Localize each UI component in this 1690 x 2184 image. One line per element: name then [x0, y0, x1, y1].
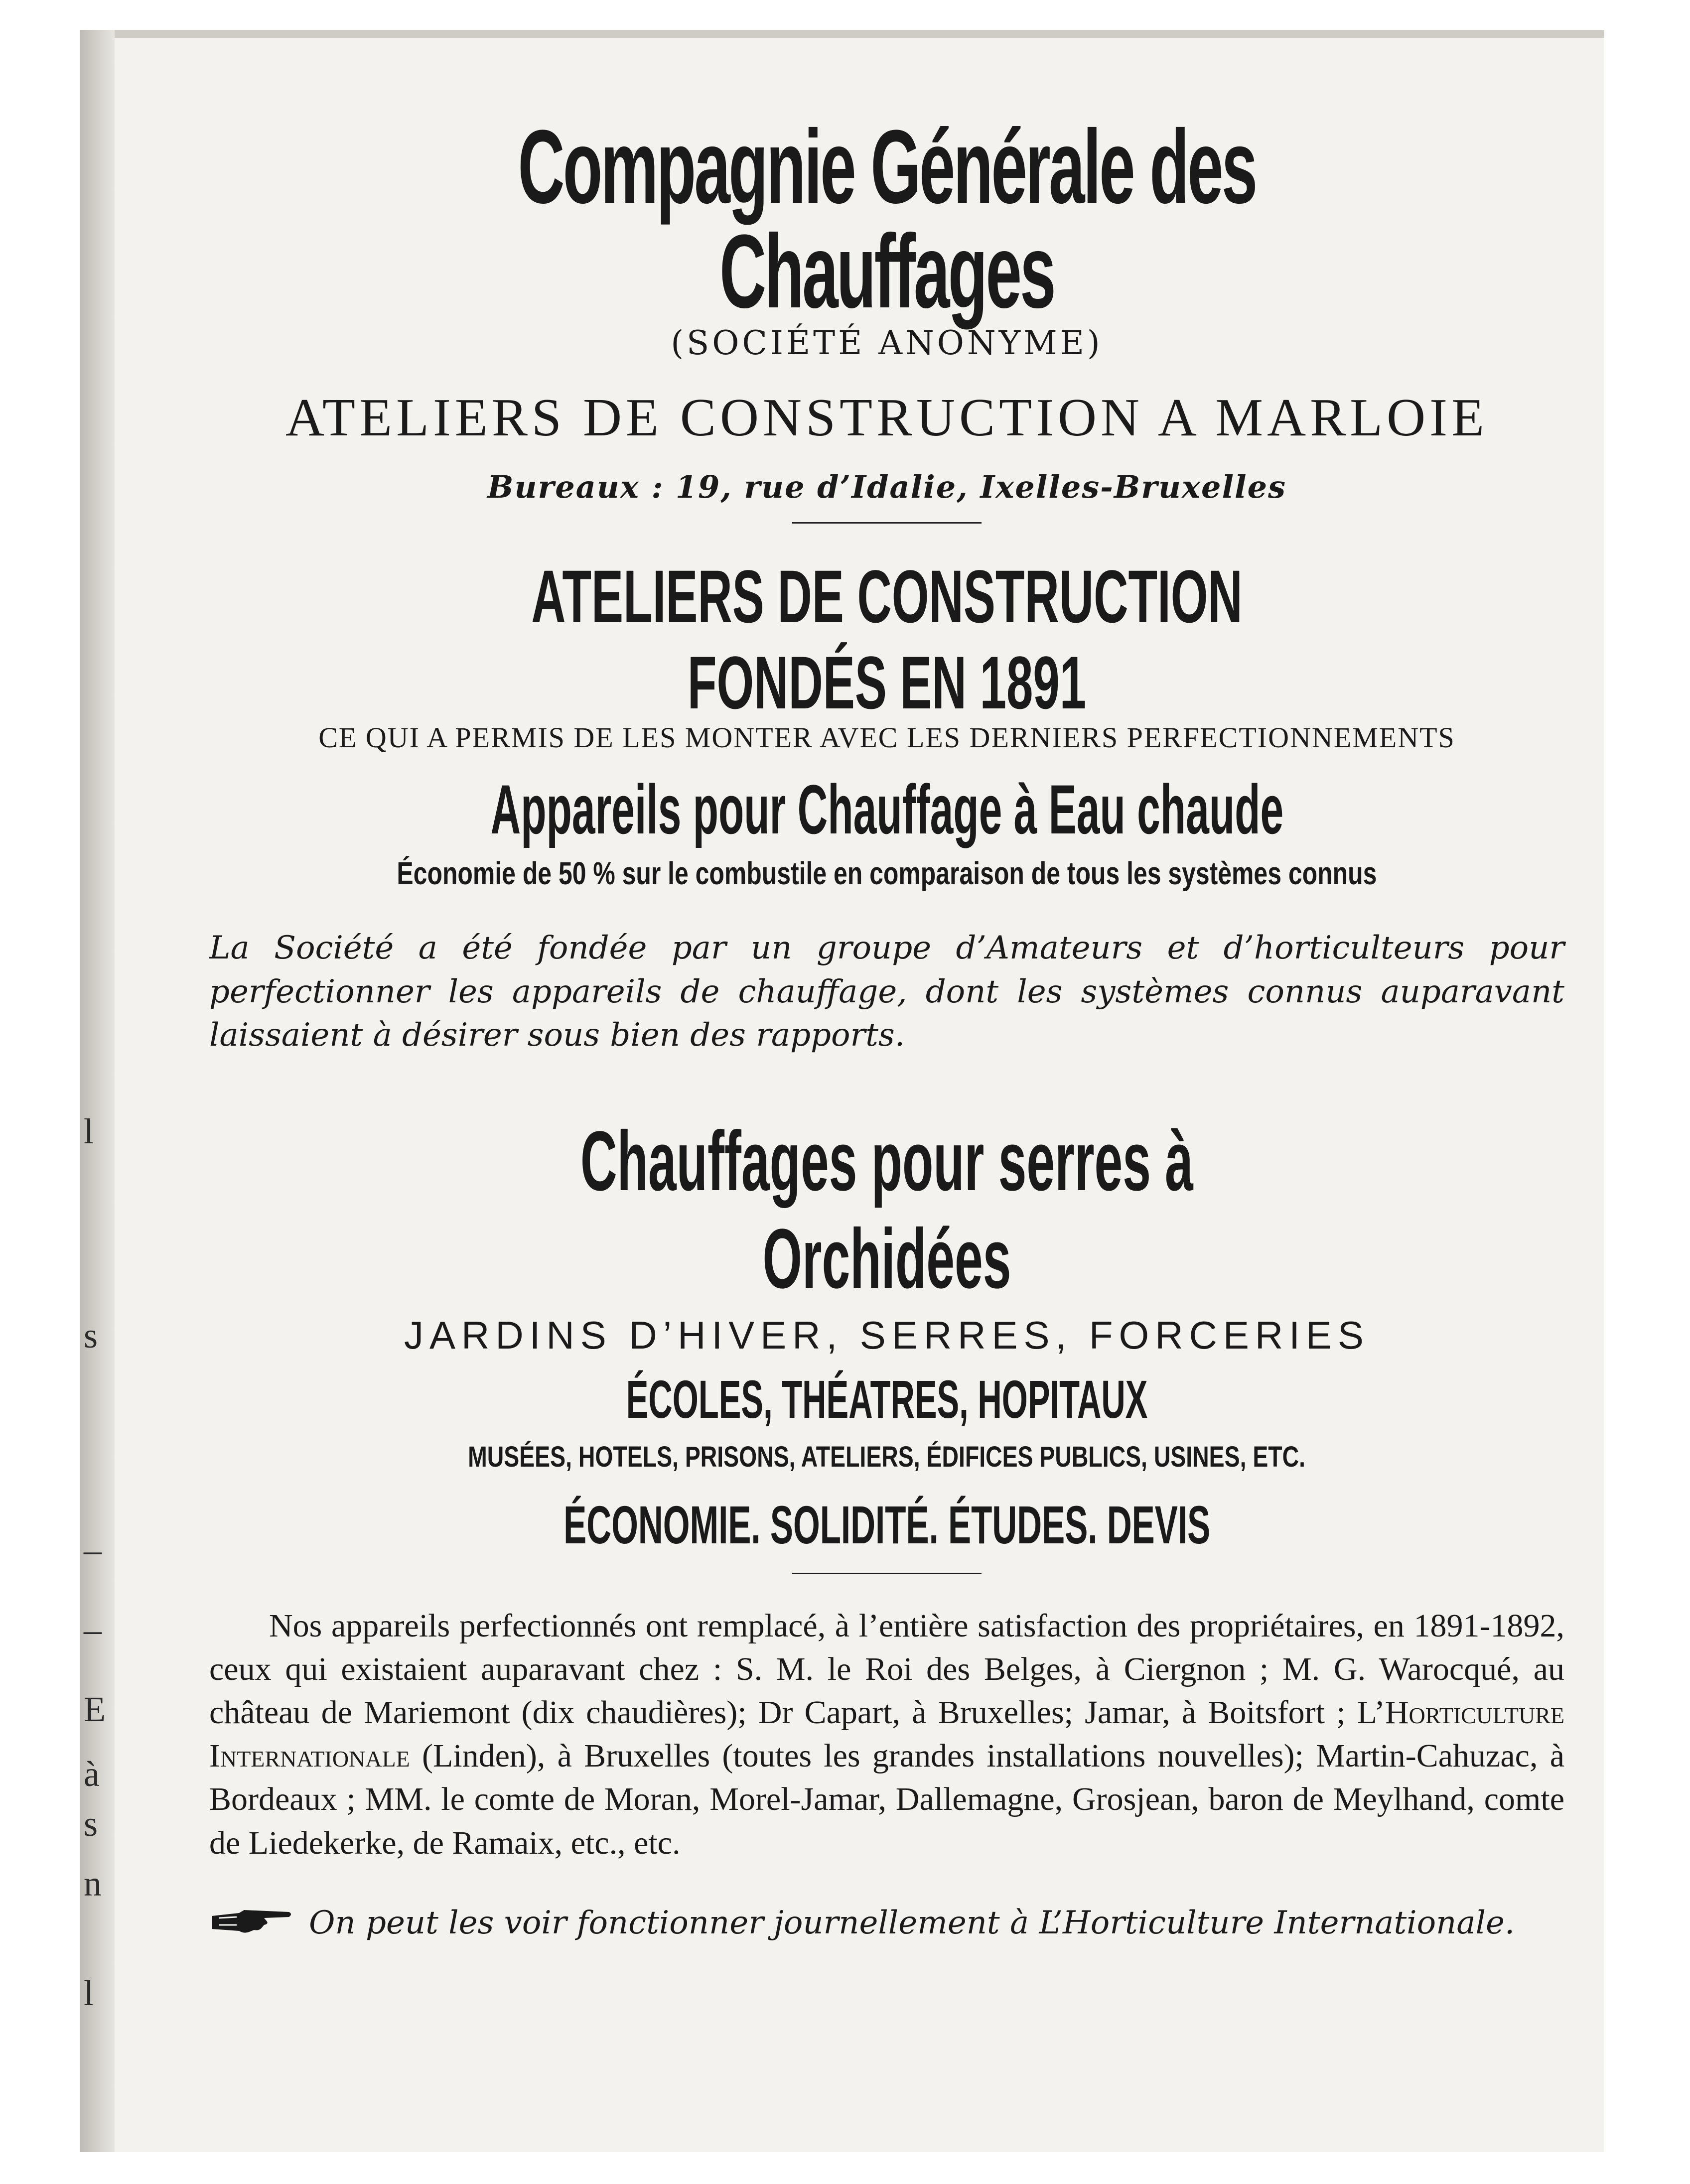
edge-glyph: s [84, 1804, 98, 1844]
workshops-heading: ATELIERS DE CONSTRUCTION A MARLOIE [285, 388, 1489, 447]
top-shadow [80, 30, 1604, 38]
schools-line: ÉCOLES, THÉATRES, HOPITAUX [626, 1369, 1148, 1430]
footer-note [209, 1905, 1564, 1944]
gardens-line: JARDINS D’HIVER, SERRES, FORCERIES [404, 1313, 1370, 1358]
company-subtitle: (SOCIÉTÉ ANONYME) [671, 324, 1103, 362]
office-address: Bureaux : 19, rue d’Idalie, Ixelles-Bruxelles [487, 469, 1286, 505]
edge-glyph: s [84, 1316, 98, 1356]
hot-water-heading: Appareils pour Chauffage à Eau chaude [490, 770, 1283, 848]
pointing-hand-icon [209, 1906, 294, 1944]
edge-glyph: à [84, 1754, 100, 1794]
perfection-subheading: CE QUI A PERMIS DE LES MONTER AVEC LES DERNIERS PERFECTIONNEMENTS [318, 721, 1455, 754]
edge-glyph: E [84, 1689, 106, 1729]
edge-glyph: – [84, 1610, 102, 1649]
advertisement [189, 80, 1584, 1944]
society-paragraph: La Société a été fondée par un groupe d’Amateurs et d’horticulteurs pour perfectionner les appareils de chauffage, dont les systèmes connus auparavant laissaient à désirer sous bien des rapports. [209, 930, 1564, 1054]
company-title: Compagnie Générale des Chauffages [518, 108, 1256, 330]
divider [792, 1573, 982, 1574]
orchid-heading: Chauffages pour serres à Orchidées [580, 1114, 1194, 1307]
edge-glyph: l [84, 1111, 94, 1151]
facing-page-edge-text [80, 30, 125, 2152]
references-text-cont: (Linden), à Bruxelles (toutes les grandes installations nouvelles); Martin-Cahuzac, à Bordeaux ; MM. le comte de Moran, Morel-Jamar, Dallemagne, Grosjean, baron de Meylhand, comte de Liedekerke, de Ramaix, etc., etc. [209, 1738, 1564, 1861]
economy-line: Économie de 50 % sur le combustile en comparaison de tous les systèmes connus [397, 855, 1377, 891]
edge-glyph: – [84, 1530, 102, 1570]
references-paragraph [209, 1604, 1564, 1865]
edge-glyph: n [84, 1864, 102, 1904]
edge-glyph: l [84, 1973, 94, 2013]
museums-line: MUSÉES, HOTELS, PRISONS, ATELIERS, ÉDIFICES PUBLICS, USINES, ETC. [468, 1441, 1306, 1474]
qualities-line: ÉCONOMIE. SOLIDITÉ. ÉTUDES. DEVIS [563, 1495, 1211, 1555]
references-text: Nos appareils perfectionnés ont remplacé, à l’entière satisfaction des propriétaires, en 1891-1892, ceux qui existaient auparavant chez : S. M. le Roi des Belges, à Ciergnon ; M. G. Warocqué, au château de Mariemont (dix chaudières); Dr Capart, à Bruxelles; Jamar, à Boitsfort ; [209, 1608, 1564, 1731]
founded-heading: ATELIERS DE CONSTRUCTION FONDÉS EN 1891 [531, 554, 1243, 724]
horticulture-name: L’Horticulture Internationale [209, 1694, 1564, 1774]
footer-text: On peut les voir fonctionner journellement à L’Horticulture Internationale. [309, 1904, 1515, 1941]
